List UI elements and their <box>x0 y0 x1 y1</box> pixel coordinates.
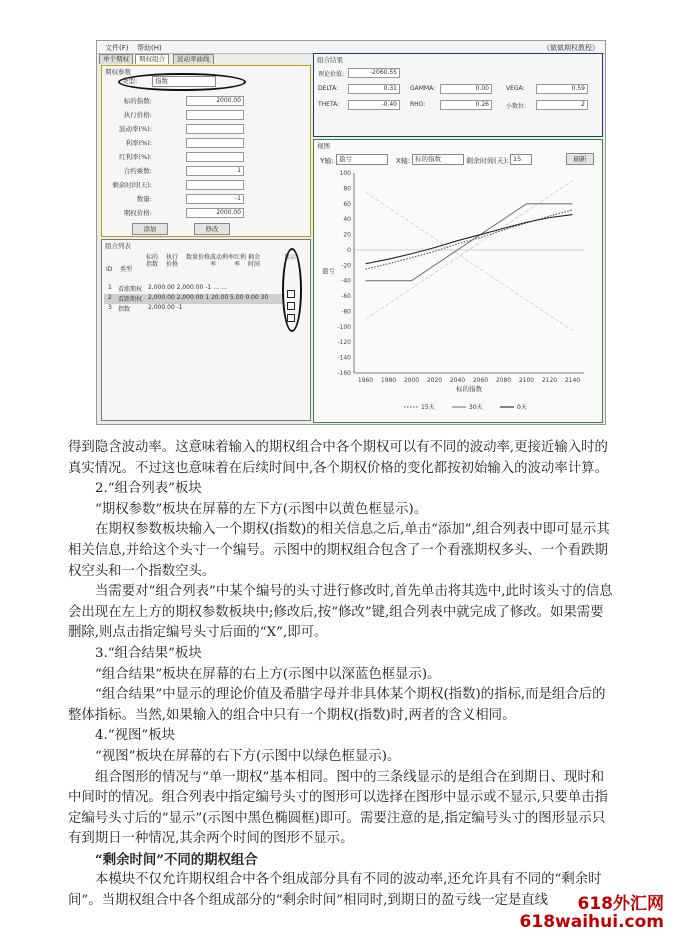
reference-line <box>366 192 573 330</box>
param-label: 标的指数: <box>123 97 152 105</box>
x-tick-label: 2080 <box>495 377 512 384</box>
param-row <box>106 194 306 203</box>
y-tick-label: 0 <box>347 246 351 254</box>
payoff-chart <box>314 167 600 421</box>
y-tick-label: 60 <box>343 200 351 208</box>
result-label: THETA: <box>318 101 340 108</box>
result-label: DELTA: <box>318 85 339 92</box>
menu-file[interactable]: 文件(F) <box>105 44 129 52</box>
paragraph: “期权参数”板块在屏幕的左下方(示图中以黄色框显示)。 <box>95 501 428 517</box>
x-tick-label: 1960 <box>357 377 374 384</box>
x-tick-label: 2000 <box>403 377 420 384</box>
param-input[interactable]: -1 <box>186 194 244 204</box>
y-tick-label: 100 <box>339 170 351 177</box>
type-select[interactable]: 指数 <box>152 76 216 87</box>
param-row <box>106 138 306 147</box>
param-row <box>106 96 306 105</box>
site-watermark <box>520 895 664 931</box>
param-input[interactable] <box>186 180 244 190</box>
x-axis-title: 标的指数 <box>456 385 482 393</box>
tab-single[interactable]: 单个期权 <box>99 54 133 64</box>
paragraph: 在期权参数板块输入一个期权(指数)的相关信息之后,单击“添加”,组合列表中即可显示其相关信息,并给这个头寸一个编号。示图中的期权组合包含了一个看涨期权多头、一个看跌期权空头和一个指数空头。 <box>68 522 610 579</box>
show-checkbox[interactable] <box>287 314 295 322</box>
x-tick-label: 2120 <box>541 377 558 384</box>
subsection-heading: “剩余时间”不同的期权组合 <box>95 851 258 868</box>
table-row[interactable] <box>104 304 284 314</box>
param-label: 期权价格: <box>123 209 152 217</box>
list-header-cell: 波动率 <box>210 254 223 268</box>
y-tick-label: -60 <box>341 293 351 301</box>
x-axis-select[interactable]: 标的指数 <box>412 154 464 165</box>
params-title: 期权参数 <box>105 68 131 76</box>
result-label: GAMMA: <box>410 85 436 92</box>
table-row[interactable] <box>104 294 284 304</box>
type-row <box>112 76 292 85</box>
result-label: 小数位: <box>506 103 527 110</box>
y-tick-label: -100 <box>337 323 351 331</box>
x-tick-label: 2140 <box>564 377 581 384</box>
y-tick-label: -40 <box>341 277 351 285</box>
param-label: 利率(%): <box>125 139 152 147</box>
result-value: 0.26 <box>440 100 492 110</box>
y-tick-label: -140 <box>337 354 351 362</box>
paragraph: 组合图形的情况与“单一期权”基本相同。图中的三条线显示的是组合在到期日、现时和中间时的情况。组合列表中指定编号头寸的图形可以选择在图形中显示或不显示,只要单击指定编号头寸后的“显示”(示图中黑色椭圆框)即可。需要注意的是,指定编号头寸的图形显示只有到期日一种情况,其余两个时间的图形不显示。 <box>68 769 608 847</box>
row-type: 指数 <box>118 306 131 313</box>
paragraph: 本模块不仅允许期权组合中各个组成部分具有不同的波动率,还允许具有不同的“剩余时间”。当期权组合中各个组成部分的“剩余时间”相同时,到期日的盈亏线一定是直线 <box>68 872 602 909</box>
list-header-cell: ID <box>106 266 113 273</box>
param-row <box>106 110 306 119</box>
param-row <box>106 124 306 133</box>
param-row <box>106 152 306 161</box>
param-input[interactable] <box>186 124 244 134</box>
watermark-line1: 618外汇网 <box>577 894 664 914</box>
remaining-time-input[interactable]: 15 <box>510 154 532 165</box>
result-value: 0.31 <box>348 84 400 94</box>
y-axis-label: Y轴: <box>320 157 334 165</box>
y-axis-title: 盈亏 <box>322 267 335 275</box>
series-line <box>366 204 573 281</box>
show-checkbox[interactable] <box>287 290 295 298</box>
row-values: 2,000.00 -1 <box>148 304 183 311</box>
watermark-line2: 618waihui.com <box>519 912 664 932</box>
section-heading: 3.“组合结果”板块 <box>95 645 202 661</box>
list-header-cell: 数量 <box>186 254 199 261</box>
paragraph: “视图”板块在屏幕的右下方(示图中以绿色框显示)。 <box>95 748 401 764</box>
x-tick-label: 2040 <box>449 377 466 384</box>
result-panel <box>313 53 603 137</box>
legend-label: 0天 <box>517 404 527 411</box>
result-value: 0.00 <box>440 84 492 94</box>
row-values: 2,000.00 2,000.00 -1 … … <box>148 284 228 291</box>
x-tick-label: 2020 <box>426 377 443 384</box>
param-input[interactable]: 2000.00 <box>186 208 244 218</box>
param-input[interactable] <box>186 110 244 120</box>
paragraph: 得到隐含波动率。这意味着输入的期权组合中各个期权可以有不同的波动率,更接近输入时的真实情况。不过这也意味着在后续时间中,各个期权价格的变化都按初始输入的波动率计算。 <box>68 440 608 476</box>
param-input[interactable]: 2000.00 <box>186 96 244 106</box>
modify-button[interactable]: 修改 <box>194 223 230 235</box>
result-label: 理论价值: <box>318 71 345 78</box>
tab-vol-curve[interactable]: 波动率曲线 <box>173 54 214 64</box>
section-heading: 4.“视图”板块 <box>95 728 176 744</box>
combo-list-title: 组合列表 <box>105 242 131 250</box>
result-value: -0.40 <box>348 100 400 110</box>
row-id: 2 <box>108 294 112 301</box>
y-tick-label: -20 <box>341 262 351 270</box>
param-row <box>106 180 306 189</box>
param-label: 合约乘数: <box>123 167 152 175</box>
y-tick-label: -120 <box>337 339 351 347</box>
result-value: 0.59 <box>536 84 588 94</box>
param-label: 执行价格: <box>123 111 152 119</box>
list-header-cell: 显示 <box>284 254 297 261</box>
result-label: RHO: <box>410 101 426 108</box>
y-tick-label: 20 <box>343 231 351 239</box>
y-axis-select[interactable]: 盈亏 <box>336 154 388 165</box>
param-label: 数量: <box>136 195 152 203</box>
param-input[interactable] <box>186 152 244 162</box>
view-panel <box>313 139 603 423</box>
result-value: -2060.55 <box>348 68 400 78</box>
row-id: 1 <box>108 284 112 291</box>
add-button[interactable]: 添加 <box>132 223 168 235</box>
paragraph: “组合结果”板块在屏幕的右上方(示图中以深蓝色框显示)。 <box>95 666 441 682</box>
legend-label: 15天 <box>421 404 435 411</box>
series-line <box>366 215 573 264</box>
combo-list-header <box>106 254 306 278</box>
legend-label: 30天 <box>469 404 483 411</box>
refresh-button[interactable]: 刷新 <box>566 153 594 165</box>
software-screenshot <box>96 40 606 425</box>
param-input[interactable]: 1 <box>186 166 244 176</box>
row-type: 看跌期权 <box>118 296 143 303</box>
param-label: 波动率(%): <box>119 125 152 133</box>
x-tick-label: 2060 <box>472 377 489 384</box>
param-label: 剩余时间(天): <box>112 181 152 189</box>
combo-list-panel <box>101 239 311 421</box>
list-header-cell: 利率 <box>222 254 235 261</box>
menu-help[interactable]: 帮助(H) <box>137 44 162 52</box>
section-heading: 2.“组合列表”板块 <box>95 481 202 497</box>
param-input[interactable] <box>186 138 244 148</box>
row-id: 3 <box>108 304 112 311</box>
combo-list-rows <box>104 284 284 314</box>
view-title: 视图 <box>317 142 330 150</box>
row-type: 看涨期权 <box>118 286 143 293</box>
list-header-cell: 剩余时间 <box>248 254 261 268</box>
y-tick-label: 40 <box>343 216 351 224</box>
x-tick-label: 1980 <box>380 377 397 384</box>
x-axis-label: X轴: <box>396 157 411 165</box>
type-label: 类型: <box>122 77 138 85</box>
show-checkbox[interactable] <box>287 302 295 310</box>
body-text <box>68 438 616 912</box>
tab-combo[interactable]: 期权组合 <box>135 54 169 64</box>
remaining-time-label: 剩余时间(天): <box>466 157 509 165</box>
show-checkboxes <box>287 290 295 322</box>
y-tick-label: 80 <box>343 185 351 193</box>
list-header-cell: 标的指数 <box>146 254 159 268</box>
x-tick-label: 2100 <box>518 377 535 384</box>
y-tick-label: -160 <box>337 370 351 377</box>
result-label: VEGA: <box>506 85 525 92</box>
result-value: 2 <box>536 100 588 110</box>
y-tick-label: -80 <box>341 308 351 316</box>
list-header-cell: 类型 <box>120 266 133 273</box>
param-row <box>106 208 306 217</box>
app-title: 《做做期权教程》 <box>543 44 599 52</box>
list-header-cell: 执行价格 <box>166 254 179 268</box>
params-panel <box>101 65 311 237</box>
param-label: 红利率(%): <box>119 153 152 161</box>
result-title: 组合结果 <box>317 56 343 64</box>
list-header-cell: 红利率 <box>234 254 247 268</box>
row-values: 2,000.00 2,000.00 1 20.00 5.00 0.00 30 <box>148 294 269 301</box>
param-row <box>106 166 306 175</box>
paragraph: 当需要对“组合列表”中某个编号的头寸进行修改时,首先单击将其选中,此时该头寸的信息会出现在左上方的期权参数板块中;修改后,按“修改”键,组合列表中就完成了修改。如果需要删除,则点击指定编号头寸后面的“X”,即可。 <box>68 584 613 641</box>
list-header-cell: 价格 <box>198 254 211 261</box>
paragraph: “组合结果”中显示的理论价值及希腊字母并非具体某个期权(指数)的指标,而是组合后的整体指标。当然,如果输入的组合中只有一个期权(指数)时,两者的含义相同。 <box>68 687 606 723</box>
table-row[interactable] <box>104 284 284 294</box>
